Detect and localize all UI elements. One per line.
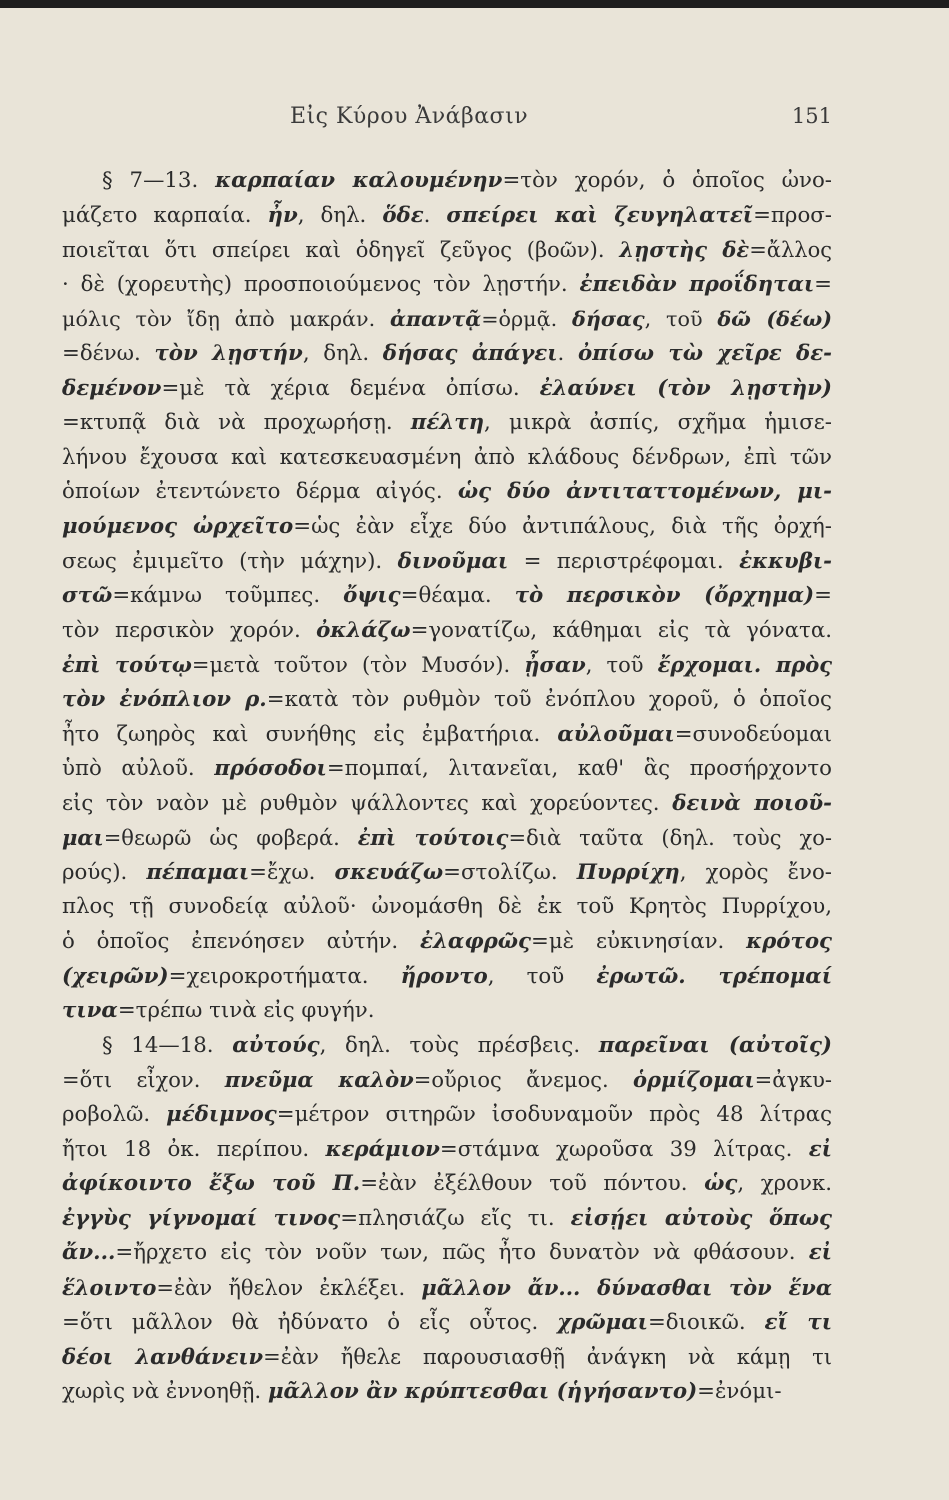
- lemma: ἐκκυβι-: [739, 548, 832, 574]
- gloss: =στάμνα χωροῦσα 39 λίτρας.: [439, 1136, 809, 1162]
- gloss: =δένω.: [62, 340, 155, 366]
- lemma: αὐλοῦμαι: [557, 721, 675, 747]
- running-title: Εἰς Κύρου Ἀνάβασιν: [290, 104, 529, 129]
- text-line: [62, 648, 832, 683]
- section-ref: § 7—13.: [102, 168, 216, 193]
- lemma: ὁρμίζομαι: [633, 1067, 755, 1093]
- gloss: =συνοδεύομαι: [674, 721, 832, 747]
- text-line: [62, 302, 832, 337]
- gloss: ὁποίων ἐτεντώνετο δέρμα αἰγός.: [62, 479, 458, 505]
- text-line: [62, 372, 832, 407]
- gloss: =μὲ εὐκινησίαν.: [531, 929, 747, 955]
- text-line: [62, 268, 832, 303]
- lemma: σπείρει καὶ ζευγηλατεῖ: [446, 202, 754, 228]
- text-line: [62, 1306, 832, 1341]
- text-line: [62, 164, 832, 199]
- text-line: [62, 1202, 832, 1237]
- gloss: λήνου ἔχουσα καὶ κατεσκευασμένη ἀπὸ κλάδους δένδρων, ἐπὶ τῶν: [62, 444, 832, 470]
- gloss: ρούς).: [62, 859, 147, 885]
- lemma: ὅδε: [382, 202, 424, 228]
- text-line: [62, 925, 832, 960]
- lemma: δῶ (δέω): [717, 307, 832, 332]
- gloss: σεως ἐμιμεῖτο (τὴν μάχην).: [62, 548, 398, 574]
- gloss: =χειροκροτήματα.: [168, 963, 401, 989]
- gloss: =διὰ ταῦτα (δηλ. τοὺς χο-: [508, 826, 832, 851]
- gloss: =τρέπω τινὰ εἰς φυγήν.: [117, 998, 375, 1024]
- gloss: ἦτο ζωηρὸς καὶ συνήθης εἰς ἐμβατήρια.: [62, 721, 558, 747]
- text-line: [62, 752, 832, 787]
- lemma: πέλτη: [410, 410, 485, 436]
- lemma: δεμένον: [62, 375, 162, 401]
- lemma: δήσας: [572, 307, 645, 332]
- gloss: =μέτρον σιτηρῶν ἰσοδυναμοῦν πρὸς 48 λίτρας: [276, 1102, 832, 1128]
- text-line: [62, 1063, 832, 1098]
- gloss: , δηλ.: [297, 202, 383, 228]
- gloss: =: [814, 271, 832, 297]
- text-line: [62, 787, 832, 822]
- gloss: =θέαμα.: [400, 583, 515, 609]
- gloss: =πομπαί, λιτανεῖαι, καθ' ἃς προσήρχοντο: [326, 756, 832, 782]
- book-page: [62, 92, 832, 1409]
- gloss: ὑπὸ αὐλοῦ.: [62, 756, 215, 782]
- lemma: ἤροντο: [400, 963, 488, 989]
- gloss: ἤτοι 18 ὀκ. περίπου.: [62, 1136, 326, 1162]
- gloss: =ἤρχετο εἰς τὸν νοῦν των, πῶς ἦτο δυνατὸν νὰ φθάσουν.: [115, 1240, 809, 1266]
- lemma: ἐπὶ τούτῳ: [62, 652, 192, 678]
- lemma: ἐλαφρῶς: [420, 929, 531, 955]
- gloss: , δηλ.: [302, 340, 383, 366]
- lemma: αὐτούς: [232, 1032, 320, 1058]
- lemma: πνεῦμα καλὸν: [224, 1067, 414, 1093]
- gloss: , χρονκ.: [737, 1171, 832, 1197]
- lemma: πέπαμαι: [146, 859, 250, 885]
- gloss: = περιστρέφομαι.: [508, 548, 740, 574]
- gloss: .: [557, 340, 578, 366]
- text-line: [62, 1271, 832, 1306]
- text-line: [62, 718, 832, 753]
- gloss: =στολίζω.: [443, 859, 577, 885]
- gloss: μόλις τὸν ἴδῃ ἀπὸ μακράν.: [62, 307, 391, 332]
- lemma: εἰ: [808, 1136, 832, 1162]
- lemma: κεράμιον: [325, 1136, 440, 1162]
- page-number: 151: [791, 104, 832, 128]
- text-line: [62, 1029, 832, 1064]
- gloss: =διοικῶ.: [647, 1309, 765, 1335]
- text-line: [62, 856, 832, 891]
- lemma: δέοι λανθάνειν: [62, 1344, 264, 1370]
- lemma: ὀπίσω τὼ χεῖρε δε-: [577, 340, 832, 366]
- text-line: [62, 614, 832, 649]
- lemma: ἐλαύνει (τὸν λῃστὴν): [539, 375, 832, 401]
- lemma: ἐπὶ τούτοις: [357, 825, 509, 851]
- gloss: =ἔχω.: [249, 859, 335, 885]
- gloss: , τοῦ: [487, 963, 597, 989]
- lemma: ὄψις: [343, 583, 401, 609]
- text-line: [62, 1167, 832, 1202]
- lemma: ἐρωτῶ. τρέπομαί: [596, 963, 832, 989]
- text-line: [62, 1340, 832, 1375]
- lemma: λῃστὴς δὲ: [619, 237, 750, 263]
- gloss: =: [814, 583, 832, 609]
- gloss: =ἐὰν ἤθελον ἐκλέξει.: [156, 1276, 422, 1300]
- lemma: χρῶμαι: [557, 1309, 648, 1335]
- lemma: τὸ περσικὸν (ὄρχημα): [514, 583, 815, 609]
- lemma: σκευάζω: [334, 859, 444, 885]
- text-line: [62, 475, 832, 510]
- gloss: =πλησιάζω εἴς τι.: [340, 1205, 571, 1231]
- gloss: , τοῦ: [644, 307, 718, 332]
- lemma: δεινὰ ποιοῦ-: [672, 790, 832, 816]
- lemma: ἀφίκοιντο ἔξω τοῦ Π.: [62, 1171, 361, 1197]
- lemma: Πυρρίχη: [576, 859, 680, 885]
- gloss: πλος τῇ συνοδείᾳ αὐλοῦ· ὠνομάσθη δὲ ἐκ τοῦ Κρητὸς Πυρρίχου,: [62, 894, 832, 920]
- gloss: =θεωρῶ ὡς φοβερά.: [103, 826, 358, 851]
- lemma: εἴ τι: [764, 1309, 832, 1335]
- lemma: (χειρῶν): [62, 963, 169, 989]
- gloss: =ἐὰν ἐξέλθουν τοῦ πόντου.: [360, 1171, 705, 1197]
- gloss: =ὅτι μᾶλλον θὰ ἠδύνατο ὁ εἷς οὗτος.: [62, 1309, 558, 1335]
- lemma: ἔρχομαι. πρὸς: [657, 652, 832, 678]
- gloss: .: [423, 202, 447, 228]
- commentary-text: [62, 164, 832, 1409]
- gloss: , δηλ. τοὺς πρέσβεις.: [319, 1032, 599, 1058]
- lemma: τὸν ἐνόπλιον ρ.: [62, 686, 267, 712]
- gloss: χωρὶς νὰ ἐννοηθῇ.: [62, 1378, 268, 1404]
- lemma: τὸν λῃστήν: [154, 340, 303, 366]
- lemma: ὡς δύο ἀντιταττομένων, μι-: [457, 479, 832, 505]
- text-line: [62, 890, 832, 925]
- lemma: καρπαίαν καλουμένην: [215, 168, 503, 193]
- lemma: ὡς: [704, 1171, 738, 1197]
- text-line: [62, 337, 832, 372]
- text-line: [62, 1375, 832, 1410]
- gloss: =κτυπᾷ διὰ νὰ προχωρήσῃ.: [62, 410, 411, 436]
- lemma: μᾶλλον ἄν... δύνασθαι τὸν ἕνα: [421, 1275, 832, 1300]
- lemma: ὀκλάζω: [316, 617, 411, 643]
- lemma: ᾖσαν: [524, 652, 586, 678]
- text-line: [62, 510, 832, 545]
- gloss: =κάμνω τοῦμπες.: [112, 583, 344, 609]
- gloss: , μικρὰ ἀσπίς, σχῆμα ἡμισε-: [484, 410, 832, 436]
- text-line: [62, 821, 832, 856]
- gloss: =ἐνόμι-: [697, 1378, 782, 1404]
- text-line: [62, 199, 832, 234]
- lemma: μούμενος ὠρχεῖτο: [62, 513, 294, 539]
- gloss: =ὡς ἐὰν εἶχε δύο ἀντιπάλους, διὰ τῆς ὀρχή-: [293, 513, 832, 539]
- lemma: εἰ: [808, 1240, 832, 1266]
- gloss: · δὲ (χορευτὴς) προσποιούμενος τὸν λῃστήν.: [62, 271, 580, 297]
- text-line: [62, 406, 832, 441]
- gloss: =κατὰ τὸν ρυθμὸν τοῦ ἐνόπλου χοροῦ, ὁ ὁποῖος: [266, 686, 832, 712]
- text-line: [62, 441, 832, 476]
- gloss: ροβολῶ.: [62, 1102, 167, 1128]
- text-line: [62, 1133, 832, 1168]
- gloss: =ἐὰν ἤθελε παρουσιασθῇ ἀνάγκη νὰ κάμῃ τι: [263, 1345, 832, 1370]
- gloss: =προσ-: [753, 202, 832, 228]
- lemma: ἐπειδὰν προΐδηται: [579, 271, 815, 297]
- lemma: πρόσοδοι: [214, 756, 327, 782]
- gloss: ποιεῖται ὅτι σπείρει καὶ ὁδηγεῖ ζεῦγος (βοῶν).: [62, 238, 620, 263]
- text-line: [62, 1098, 832, 1133]
- text-line: [62, 994, 832, 1029]
- lemma: ἀπαντᾷ: [390, 307, 482, 332]
- lemma: μέδιμνος: [166, 1102, 277, 1128]
- lemma: ἕλοιντο: [62, 1275, 157, 1300]
- gloss: ὁ ὁποῖος ἐπενόησεν αὐτήν.: [62, 929, 421, 955]
- lemma: δήσας ἀπάγει: [382, 340, 558, 366]
- gloss: =γονατίζω, κάθημαι εἰς τὰ γόνατα.: [410, 617, 832, 643]
- lemma: ἦν: [267, 202, 298, 228]
- gloss: , χορὸς ἔνο-: [679, 859, 832, 885]
- scan-top-edge: [0, 0, 949, 8]
- gloss: =ἀγκυ-: [754, 1068, 832, 1093]
- section-ref: § 14—18.: [102, 1032, 233, 1058]
- text-line: [62, 579, 832, 614]
- running-header: [62, 92, 832, 132]
- gloss: =ἄλλος: [749, 238, 832, 263]
- lemma: μαι: [62, 825, 104, 851]
- lemma: στῶ: [62, 583, 113, 609]
- lemma: παρεῖναι (αὐτοῖς): [598, 1032, 832, 1058]
- lemma: κρότος: [746, 929, 832, 955]
- gloss: =τὸν χορόν, ὁ ὁποῖος ὠνο-: [502, 168, 832, 193]
- lemma: ἐγγὺς γίγνομαί τινος: [62, 1205, 341, 1231]
- gloss: =οὔριος ἄνεμος.: [413, 1068, 634, 1093]
- lemma: δινοῦμαι: [397, 548, 509, 574]
- gloss: μάζετο καρπαία.: [62, 202, 268, 228]
- text-line: [62, 960, 832, 995]
- gloss: =ὁρμᾷ.: [481, 307, 573, 332]
- gloss: =μετὰ τοῦτον (τὸν Μυσόν).: [191, 653, 525, 678]
- lemma: τινα: [62, 998, 118, 1024]
- lemma: ἄν...: [62, 1240, 116, 1266]
- text-line: [62, 233, 832, 268]
- gloss: =μὲ τὰ χέρια δεμένα ὀπίσω.: [161, 375, 540, 401]
- gloss: =ὅτι εἶχον.: [62, 1068, 225, 1093]
- text-line: [62, 1236, 832, 1271]
- gloss: , τοῦ: [585, 653, 658, 678]
- text-line: [62, 545, 832, 580]
- gloss: εἰς τὸν ναὸν μὲ ρυθμὸν ψάλλοντες καὶ χορεύοντες.: [62, 790, 673, 816]
- gloss: τὸν περσικὸν χορόν.: [62, 617, 317, 643]
- lemma: μᾶλλον ἂν κρύπτεσθαι (ἡγήσαντο): [267, 1378, 698, 1404]
- text-line: [62, 683, 832, 718]
- lemma: εἰσῄει αὐτοὺς ὅπως: [570, 1205, 832, 1231]
